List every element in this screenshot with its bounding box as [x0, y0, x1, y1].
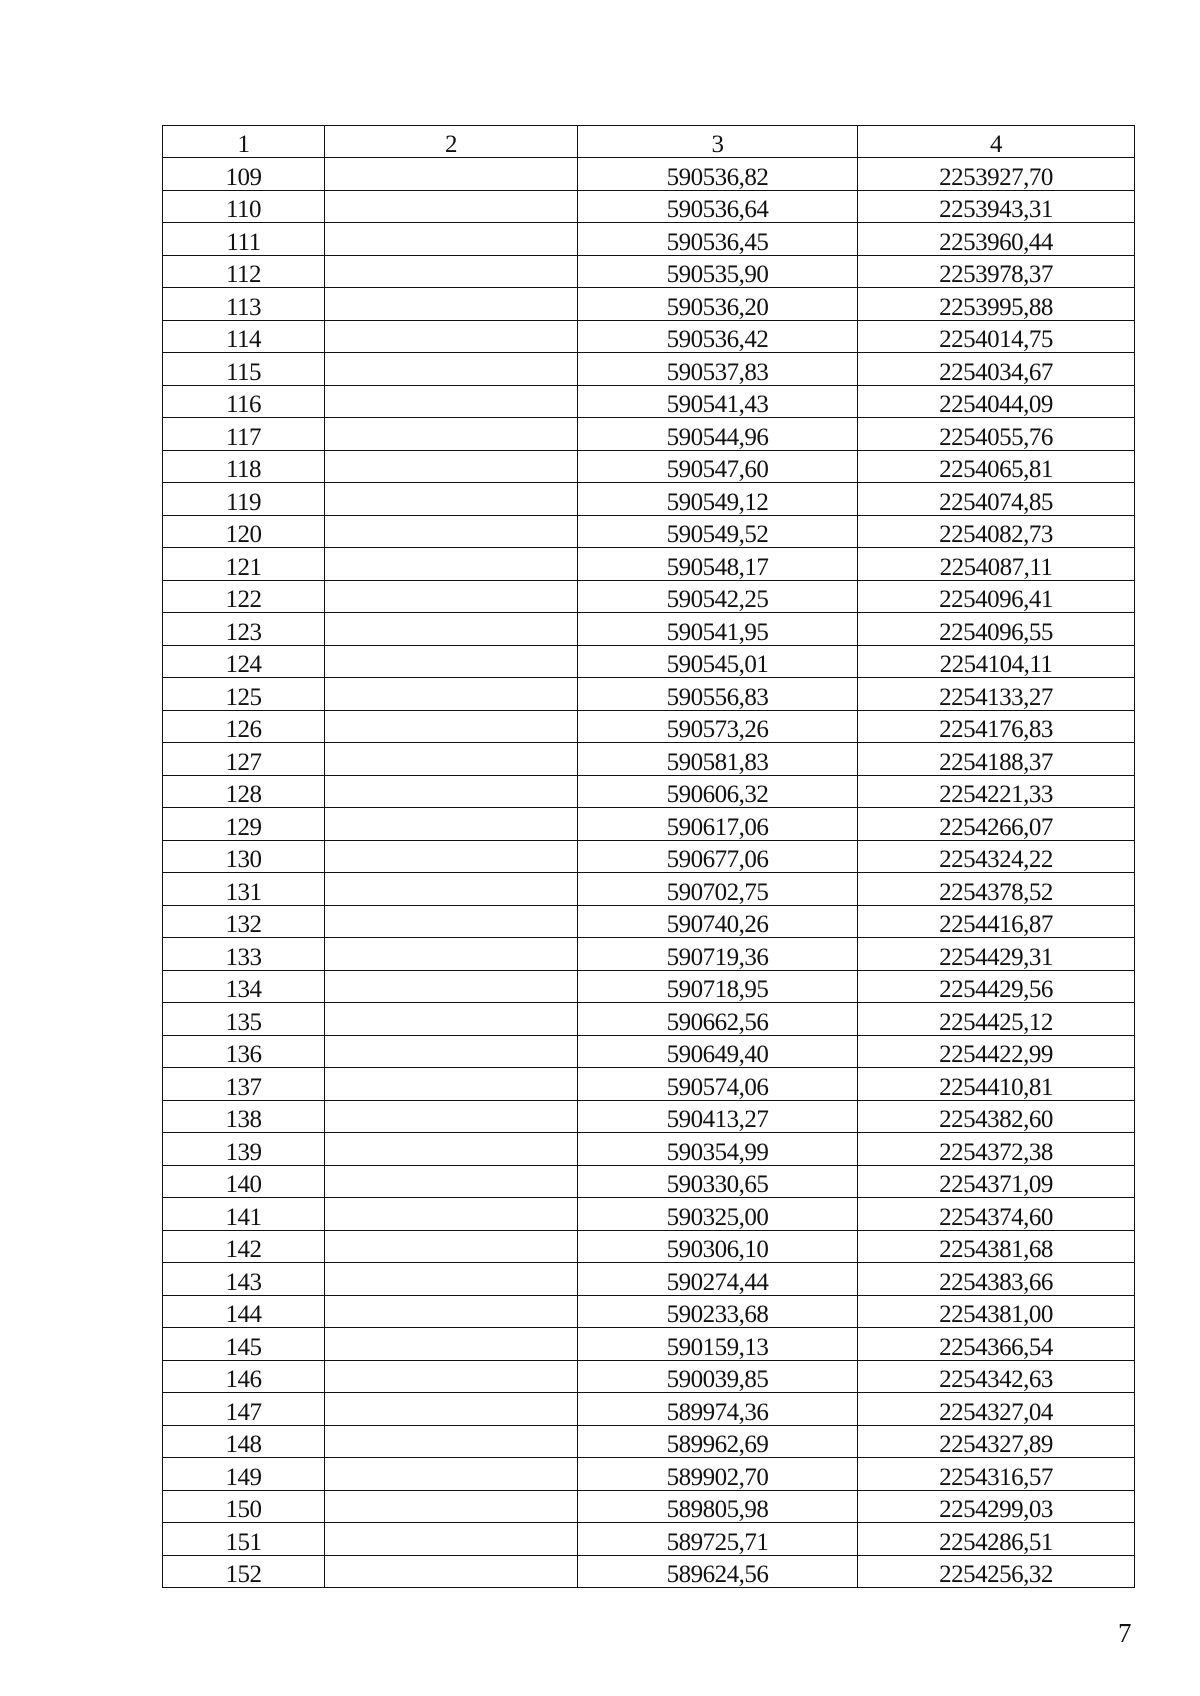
y-coordinate-cell: 2254188,37 [858, 743, 1135, 776]
table-row [163, 288, 1135, 321]
x-coordinate-cell: 590536,64 [578, 190, 858, 223]
description-cell [325, 1003, 578, 1036]
point-number-cell: 146 [163, 1360, 325, 1393]
x-coordinate-cell: 590541,43 [578, 385, 858, 418]
table-row [163, 1295, 1135, 1328]
table-row [163, 1068, 1135, 1101]
table-row [163, 1555, 1135, 1588]
x-coordinate-cell: 590536,42 [578, 320, 858, 353]
description-cell [325, 320, 578, 353]
x-coordinate-cell: 589805,98 [578, 1490, 858, 1523]
x-coordinate-cell: 590548,17 [578, 548, 858, 581]
table-body [163, 158, 1135, 1588]
point-number-cell: 145 [163, 1328, 325, 1361]
x-coordinate-cell: 590547,60 [578, 450, 858, 483]
x-coordinate-cell: 590536,45 [578, 223, 858, 256]
point-number-cell: 125 [163, 678, 325, 711]
point-number-cell: 137 [163, 1068, 325, 1101]
point-number-cell: 122 [163, 580, 325, 613]
table-row [163, 418, 1135, 451]
y-coordinate-cell: 2254299,03 [858, 1490, 1135, 1523]
y-coordinate-cell: 2254410,81 [858, 1068, 1135, 1101]
y-coordinate-cell: 2254065,81 [858, 450, 1135, 483]
table-row [163, 1328, 1135, 1361]
x-coordinate-cell: 590573,26 [578, 710, 858, 743]
x-coordinate-cell: 590354,99 [578, 1133, 858, 1166]
table-row [163, 613, 1135, 646]
y-coordinate-cell: 2254044,09 [858, 385, 1135, 418]
table-row [163, 1263, 1135, 1296]
table-row [163, 645, 1135, 678]
description-cell [325, 710, 578, 743]
description-cell [325, 1263, 578, 1296]
y-coordinate-cell: 2254429,56 [858, 970, 1135, 1003]
description-cell [325, 1133, 578, 1166]
y-coordinate-cell: 2254327,89 [858, 1425, 1135, 1458]
column-header-1: 1 [163, 126, 325, 158]
point-number-cell: 139 [163, 1133, 325, 1166]
y-coordinate-cell: 2254256,32 [858, 1555, 1135, 1588]
y-coordinate-cell: 2254096,55 [858, 613, 1135, 646]
y-coordinate-cell: 2254082,73 [858, 515, 1135, 548]
description-cell [325, 743, 578, 776]
table-row [163, 938, 1135, 971]
point-number-cell: 152 [163, 1555, 325, 1588]
point-number-cell: 134 [163, 970, 325, 1003]
table-row [163, 710, 1135, 743]
y-coordinate-cell: 2254372,38 [858, 1133, 1135, 1166]
table-row [163, 548, 1135, 581]
point-number-cell: 123 [163, 613, 325, 646]
description-cell [325, 1425, 578, 1458]
description-cell [325, 1458, 578, 1491]
point-number-cell: 148 [163, 1425, 325, 1458]
x-coordinate-cell: 590549,12 [578, 483, 858, 516]
x-coordinate-cell: 590159,13 [578, 1328, 858, 1361]
x-coordinate-cell: 589962,69 [578, 1425, 858, 1458]
description-cell [325, 613, 578, 646]
x-coordinate-cell: 590617,06 [578, 808, 858, 841]
y-coordinate-cell: 2254096,41 [858, 580, 1135, 613]
description-cell [325, 1165, 578, 1198]
description-cell [325, 223, 578, 256]
x-coordinate-cell: 590662,56 [578, 1003, 858, 1036]
y-coordinate-cell: 2253927,70 [858, 158, 1135, 191]
y-coordinate-cell: 2253943,31 [858, 190, 1135, 223]
point-number-cell: 142 [163, 1230, 325, 1263]
point-number-cell: 144 [163, 1295, 325, 1328]
x-coordinate-cell: 590649,40 [578, 1035, 858, 1068]
point-number-cell: 119 [163, 483, 325, 516]
description-cell [325, 840, 578, 873]
y-coordinate-cell: 2254429,31 [858, 938, 1135, 971]
description-cell [325, 353, 578, 386]
x-coordinate-cell: 590274,44 [578, 1263, 858, 1296]
y-coordinate-cell: 2254087,11 [858, 548, 1135, 581]
x-coordinate-cell: 589974,36 [578, 1393, 858, 1426]
point-number-cell: 113 [163, 288, 325, 321]
x-coordinate-cell: 590545,01 [578, 645, 858, 678]
x-coordinate-cell: 589902,70 [578, 1458, 858, 1491]
table-row [163, 970, 1135, 1003]
y-coordinate-cell: 2254382,60 [858, 1100, 1135, 1133]
point-number-cell: 141 [163, 1198, 325, 1231]
x-coordinate-cell: 590330,65 [578, 1165, 858, 1198]
y-coordinate-cell: 2254381,68 [858, 1230, 1135, 1263]
x-coordinate-cell: 589624,56 [578, 1555, 858, 1588]
y-coordinate-cell: 2254378,52 [858, 873, 1135, 906]
description-cell [325, 418, 578, 451]
y-coordinate-cell: 2254055,76 [858, 418, 1135, 451]
x-coordinate-cell: 590413,27 [578, 1100, 858, 1133]
y-coordinate-cell: 2254034,67 [858, 353, 1135, 386]
y-coordinate-cell: 2254014,75 [858, 320, 1135, 353]
x-coordinate-cell: 590535,90 [578, 255, 858, 288]
y-coordinate-cell: 2254374,60 [858, 1198, 1135, 1231]
description-cell [325, 190, 578, 223]
x-coordinate-cell: 590536,20 [578, 288, 858, 321]
point-number-cell: 120 [163, 515, 325, 548]
point-number-cell: 129 [163, 808, 325, 841]
point-number-cell: 128 [163, 775, 325, 808]
x-coordinate-cell: 590039,85 [578, 1360, 858, 1393]
y-coordinate-cell: 2254371,09 [858, 1165, 1135, 1198]
x-coordinate-cell: 590574,06 [578, 1068, 858, 1101]
point-number-cell: 115 [163, 353, 325, 386]
x-coordinate-cell: 590325,00 [578, 1198, 858, 1231]
y-coordinate-cell: 2253960,44 [858, 223, 1135, 256]
point-number-cell: 127 [163, 743, 325, 776]
table-row [163, 580, 1135, 613]
table-row [163, 1393, 1135, 1426]
point-number-cell: 135 [163, 1003, 325, 1036]
table-row [163, 1523, 1135, 1556]
description-cell [325, 905, 578, 938]
x-coordinate-cell: 590541,95 [578, 613, 858, 646]
table-header [163, 126, 1135, 158]
description-cell [325, 1230, 578, 1263]
description-cell [325, 450, 578, 483]
table-row [163, 1133, 1135, 1166]
description-cell [325, 385, 578, 418]
x-coordinate-cell: 590702,75 [578, 873, 858, 906]
x-coordinate-cell: 590536,82 [578, 158, 858, 191]
y-coordinate-cell: 2254316,57 [858, 1458, 1135, 1491]
y-coordinate-cell: 2253995,88 [858, 288, 1135, 321]
table-row [163, 483, 1135, 516]
x-coordinate-cell: 589725,71 [578, 1523, 858, 1556]
x-coordinate-cell: 590606,32 [578, 775, 858, 808]
x-coordinate-cell: 590556,83 [578, 678, 858, 711]
x-coordinate-cell: 590306,10 [578, 1230, 858, 1263]
point-number-cell: 132 [163, 905, 325, 938]
description-cell [325, 158, 578, 191]
description-cell [325, 580, 578, 613]
table-row [163, 1035, 1135, 1068]
table-row [163, 905, 1135, 938]
point-number-cell: 121 [163, 548, 325, 581]
y-coordinate-cell: 2254366,54 [858, 1328, 1135, 1361]
table-row [163, 1458, 1135, 1491]
table-row [163, 1425, 1135, 1458]
point-number-cell: 118 [163, 450, 325, 483]
point-number-cell: 111 [163, 223, 325, 256]
point-number-cell: 133 [163, 938, 325, 971]
point-number-cell: 151 [163, 1523, 325, 1556]
description-cell [325, 775, 578, 808]
table-row [163, 255, 1135, 288]
description-cell [325, 255, 578, 288]
point-number-cell: 109 [163, 158, 325, 191]
table-row [163, 873, 1135, 906]
table-row [163, 840, 1135, 873]
y-coordinate-cell: 2254133,27 [858, 678, 1135, 711]
point-number-cell: 150 [163, 1490, 325, 1523]
x-coordinate-cell: 590719,36 [578, 938, 858, 971]
table-row [163, 1198, 1135, 1231]
table-row [163, 1003, 1135, 1036]
point-number-cell: 138 [163, 1100, 325, 1133]
point-number-cell: 143 [163, 1263, 325, 1296]
point-number-cell: 140 [163, 1165, 325, 1198]
y-coordinate-cell: 2254266,07 [858, 808, 1135, 841]
y-coordinate-cell: 2254327,04 [858, 1393, 1135, 1426]
table-row [163, 515, 1135, 548]
table-row [163, 223, 1135, 256]
x-coordinate-cell: 590740,26 [578, 905, 858, 938]
point-number-cell: 112 [163, 255, 325, 288]
table-row [163, 320, 1135, 353]
description-cell [325, 1068, 578, 1101]
description-cell [325, 970, 578, 1003]
y-coordinate-cell: 2254074,85 [858, 483, 1135, 516]
table-row [163, 1100, 1135, 1133]
y-coordinate-cell: 2254221,33 [858, 775, 1135, 808]
point-number-cell: 130 [163, 840, 325, 873]
description-cell [325, 515, 578, 548]
table-row [163, 743, 1135, 776]
x-coordinate-cell: 590549,52 [578, 515, 858, 548]
y-coordinate-cell: 2254381,00 [858, 1295, 1135, 1328]
column-header-3: 3 [578, 126, 858, 158]
x-coordinate-cell: 590677,06 [578, 840, 858, 873]
x-coordinate-cell: 590718,95 [578, 970, 858, 1003]
description-cell [325, 1100, 578, 1133]
y-coordinate-cell: 2254176,83 [858, 710, 1135, 743]
y-coordinate-cell: 2254342,63 [858, 1360, 1135, 1393]
y-coordinate-cell: 2254383,66 [858, 1263, 1135, 1296]
y-coordinate-cell: 2254286,51 [858, 1523, 1135, 1556]
point-number-cell: 110 [163, 190, 325, 223]
column-header-2: 2 [325, 126, 578, 158]
point-number-cell: 117 [163, 418, 325, 451]
point-number-cell: 149 [163, 1458, 325, 1491]
x-coordinate-cell: 590542,25 [578, 580, 858, 613]
description-cell [325, 1198, 578, 1231]
description-cell [325, 1295, 578, 1328]
y-coordinate-cell: 2254422,99 [858, 1035, 1135, 1068]
y-coordinate-cell: 2253978,37 [858, 255, 1135, 288]
y-coordinate-cell: 2254324,22 [858, 840, 1135, 873]
x-coordinate-cell: 590544,96 [578, 418, 858, 451]
x-coordinate-cell: 590233,68 [578, 1295, 858, 1328]
point-number-cell: 131 [163, 873, 325, 906]
description-cell [325, 1393, 578, 1426]
description-cell [325, 1360, 578, 1393]
point-number-cell: 136 [163, 1035, 325, 1068]
table-row [163, 158, 1135, 191]
description-cell [325, 1328, 578, 1361]
table-row [163, 775, 1135, 808]
y-coordinate-cell: 2254104,11 [858, 645, 1135, 678]
description-cell [325, 645, 578, 678]
table-row [163, 385, 1135, 418]
description-cell [325, 288, 578, 321]
table-row [163, 1490, 1135, 1523]
y-coordinate-cell: 2254425,12 [858, 1003, 1135, 1036]
column-header-4: 4 [858, 126, 1135, 158]
point-number-cell: 126 [163, 710, 325, 743]
description-cell [325, 1555, 578, 1588]
table-row [163, 1360, 1135, 1393]
coordinates-table [162, 125, 1135, 1588]
description-cell [325, 938, 578, 971]
point-number-cell: 116 [163, 385, 325, 418]
table-row [163, 808, 1135, 841]
table-row [163, 450, 1135, 483]
x-coordinate-cell: 590537,83 [578, 353, 858, 386]
description-cell [325, 1490, 578, 1523]
description-cell [325, 1035, 578, 1068]
description-cell [325, 873, 578, 906]
description-cell [325, 678, 578, 711]
description-cell [325, 483, 578, 516]
point-number-cell: 114 [163, 320, 325, 353]
table-row [163, 1230, 1135, 1263]
point-number-cell: 124 [163, 645, 325, 678]
x-coordinate-cell: 590581,83 [578, 743, 858, 776]
table-row [163, 678, 1135, 711]
table-row [163, 1165, 1135, 1198]
table-row [163, 190, 1135, 223]
y-coordinate-cell: 2254416,87 [858, 905, 1135, 938]
page-number: 7 [1118, 1618, 1132, 1648]
table-row [163, 353, 1135, 386]
header-row [163, 126, 1135, 158]
point-number-cell: 147 [163, 1393, 325, 1426]
description-cell [325, 808, 578, 841]
description-cell [325, 548, 578, 581]
description-cell [325, 1523, 578, 1556]
